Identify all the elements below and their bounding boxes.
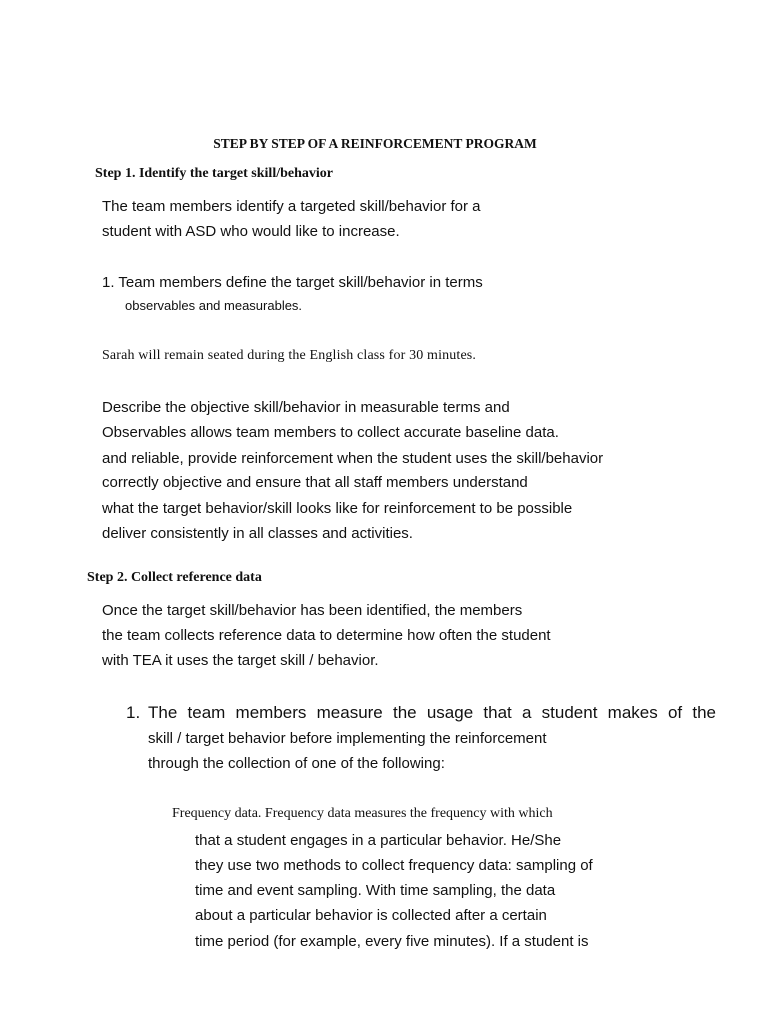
step2-intro-line: the team collects reference data to determine how often the student: [102, 627, 551, 644]
frequency-data-line: about a particular behavior is collected after a certain: [195, 907, 547, 924]
frequency-data-first-line: Frequency data. Frequency data measures the frequency with which: [172, 806, 553, 821]
step1-example-sentence: Sarah will remain seated during the English class for 30 minutes.: [102, 348, 477, 363]
step1-description-line: deliver consistently in all classes and activities.: [102, 525, 413, 542]
step1-description-line: Observables allows team members to collect accurate baseline data.: [102, 424, 559, 441]
frequency-data-line: time period (for example, every five minutes). If a student is: [195, 933, 589, 950]
frequency-data-line: they use two methods to collect frequency data: sampling of: [195, 857, 593, 874]
step1-description-line: what the target behavior/skill looks like for reinforcement to be possible: [102, 500, 573, 517]
list-item-first-line: The team members measure the usage that a student makes of the: [148, 703, 716, 722]
document-title: STEP BY STEP OF A REINFORCEMENT PROGRAM: [213, 136, 537, 151]
step1-intro-line: student with ASD who would like to increase.: [102, 223, 400, 240]
list-item-continuation: skill / target behavior before implementing the reinforcement: [148, 730, 547, 747]
step1-intro-line: The team members identify a targeted skill/behavior for a: [102, 198, 481, 215]
step2-heading: Step 2. Collect reference data: [87, 570, 262, 585]
step1-description-line: Describe the objective skill/behavior in measurable terms and: [102, 399, 510, 416]
frequency-data-line: time and event sampling. With time sampling, the data: [195, 882, 556, 899]
frequency-data-line: that a student engages in a particular behavior. He/She: [195, 832, 562, 849]
step2-intro-line: Once the target skill/behavior has been identified, the members: [102, 602, 523, 619]
step1-item1-line: 1. Team members define the target skill/behavior in terms: [102, 274, 483, 291]
step1-description-line: and reliable, provide reinforcement when the student uses the skill/behavior: [102, 450, 604, 467]
step1-item1-continuation: observables and measurables.: [125, 298, 303, 313]
list-item-continuation: through the collection of one of the following:: [148, 755, 445, 772]
step2-intro-line: with TEA it uses the target skill / behavior.: [102, 652, 379, 669]
step1-description-line: correctly objective and ensure that all staff members understand: [102, 474, 528, 491]
step1-heading: Step 1. Identify the target skill/behavior: [95, 166, 333, 181]
list-number: 1.: [126, 703, 141, 722]
